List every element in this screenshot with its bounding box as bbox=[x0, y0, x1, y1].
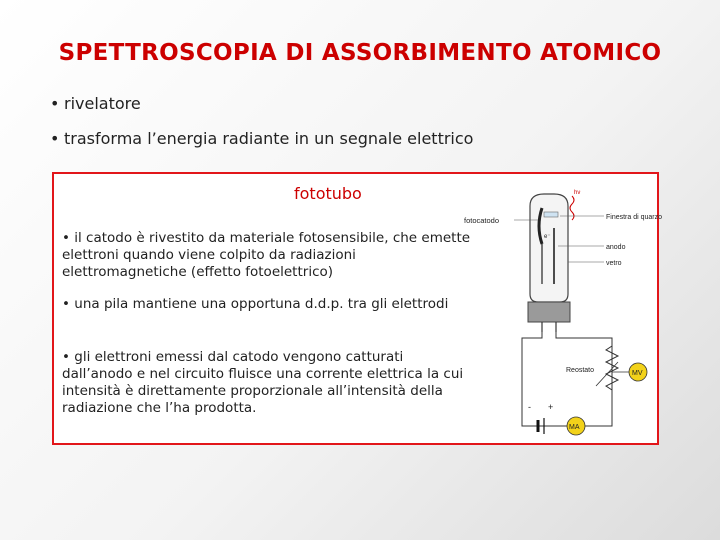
rheostat-arrow bbox=[596, 362, 618, 386]
paragraph-text: il catodo è rivestito da materiale fotosensibile, che emette elettroni quando viene colpito da radiazioni elettromagnetiche (effetto fotoelettrico) bbox=[62, 230, 471, 280]
hv-label: hν bbox=[574, 190, 581, 196]
electron-label: e⁻ bbox=[544, 234, 551, 240]
bullet-dot-icon: • bbox=[62, 296, 75, 312]
fototubo-box bbox=[52, 172, 663, 445]
mv-label: MV bbox=[632, 370, 643, 377]
phototube-diagram bbox=[462, 186, 663, 434]
fotocatodo-label: fotocatodo bbox=[464, 216, 500, 225]
circuit-wire bbox=[522, 332, 612, 426]
quartz-window bbox=[544, 212, 558, 217]
anodo-label: anodo bbox=[606, 244, 626, 251]
tube-base bbox=[528, 302, 570, 322]
bullet-text: rivelatore bbox=[64, 94, 141, 113]
bullet-dot-icon: • bbox=[50, 129, 60, 148]
vetro-label: vetro bbox=[606, 260, 622, 267]
paragraph-elettroni bbox=[62, 349, 474, 417]
photon-ray bbox=[570, 196, 574, 220]
reostato-label: Reostato bbox=[566, 367, 595, 374]
bullet-trasforma bbox=[50, 129, 473, 148]
battery-minus-label: - bbox=[528, 402, 531, 412]
ma-label: MA bbox=[569, 424, 580, 431]
finestra-label: Finestra di quarzo bbox=[606, 214, 663, 221]
bullet-dot-icon: • bbox=[62, 230, 75, 246]
paragraph-text: una pila mantiene una opportuna d.d.p. tra gli elettrodi bbox=[74, 296, 449, 312]
bullet-dot-icon: • bbox=[62, 349, 75, 365]
paragraph-catodo bbox=[62, 230, 474, 281]
bullet-dot-icon: • bbox=[50, 94, 60, 113]
battery-plus-label: + bbox=[548, 402, 554, 412]
bullet-text: trasforma l’energia radiante in un segnale elettrico bbox=[64, 129, 474, 148]
paragraph-pila bbox=[62, 296, 474, 313]
bullet-rivelatore bbox=[50, 94, 141, 113]
page-title: SPETTROSCOPIA DI ASSORBIMENTO ATOMICO bbox=[58, 40, 662, 66]
paragraph-text: gli elettroni emessi dal catodo vengono catturati dall’anodo e nel circuito fluisce una corrente elettrica la cui intensità è direttamente proporzionale all’intensità della radiazione che l’ha prodotta. bbox=[62, 349, 464, 416]
box-title: fototubo bbox=[294, 184, 362, 203]
glass-tube bbox=[530, 194, 568, 302]
